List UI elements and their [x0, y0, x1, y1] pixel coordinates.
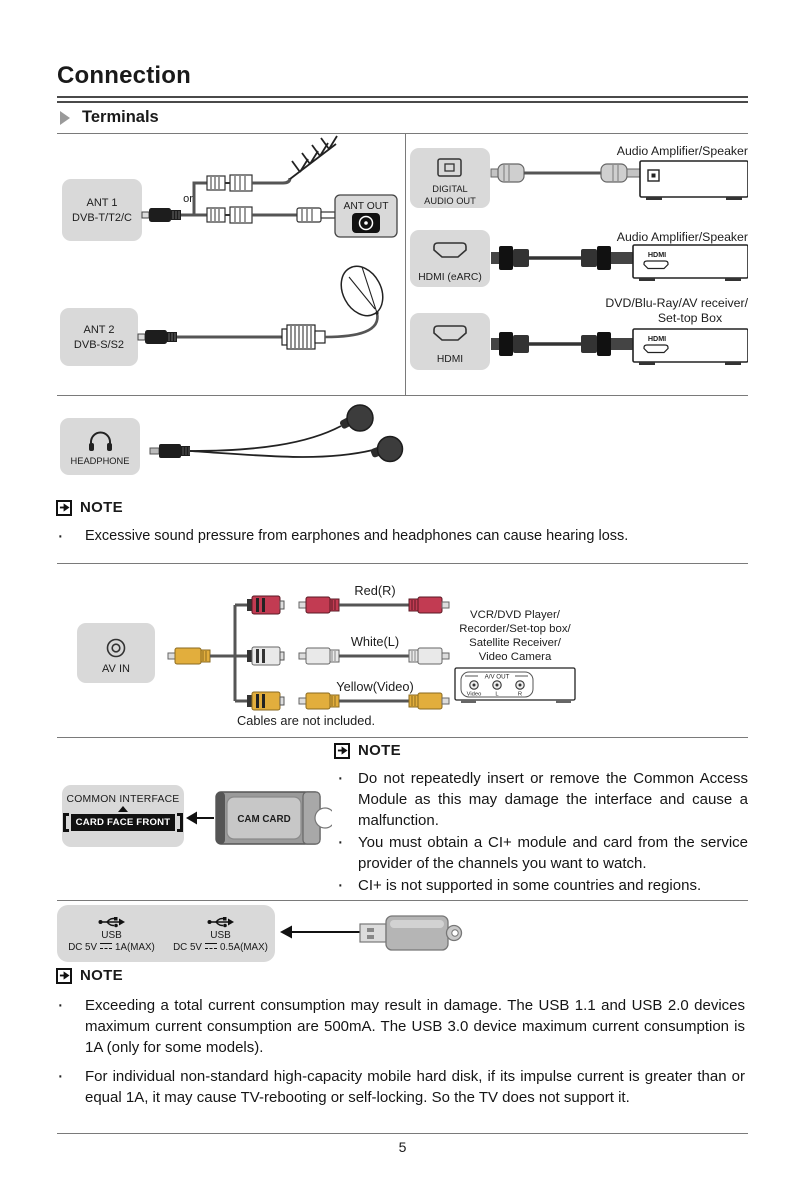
vcr-device — [455, 668, 575, 703]
jack-label-video: Video — [466, 691, 482, 698]
section-divider — [57, 737, 748, 738]
headphone-illustration — [57, 400, 427, 488]
cam-card-label: CAM CARD — [237, 814, 291, 825]
digital-audio-out-port-box — [410, 148, 490, 208]
note-bullet — [57, 1066, 745, 1108]
note-title: NOTE — [358, 742, 401, 759]
audio-amplifier-device-1 — [640, 161, 748, 200]
rca-plug-red-icon — [409, 597, 449, 613]
ant1-label-line1: ANT 1 — [86, 197, 118, 209]
bullet-text: For individual non-standard high-capacity mobile hard disk, if its impulse current is greater than or equal 1A, it may cause TV-rebooting or self-locking. So the TV does not support it. — [85, 1068, 745, 1106]
note-bullet — [57, 526, 737, 547]
usb-spec-suffix: 0.5A(MAX) — [219, 941, 268, 953]
bullet-text: Exceeding a total current consumption may result in damage. The USB 1.1 and USB 2.0 devices maximum current consumption are 500mA. The USB 3.0 device maximum current consumption is 1A (only for some models). — [85, 997, 745, 1056]
usb-spec-suffix: 1A(MAX) — [115, 941, 155, 953]
headphone-label: HEADPHONE — [70, 456, 130, 466]
usb-spec-prefix: DC 5V — [173, 941, 202, 953]
cam-card-module — [214, 789, 332, 847]
dvd-settop-device — [633, 329, 748, 365]
coax-connector-pair-upper-icon — [207, 175, 252, 191]
cable-branch — [194, 183, 207, 215]
ant2-label-line1: ANT 2 — [83, 324, 115, 336]
hdmi-port-box — [410, 313, 490, 370]
audio-plug-icon — [150, 444, 190, 458]
note-bullet — [337, 875, 748, 896]
jack-label-l: L — [495, 691, 499, 698]
audio-amplifier-device-2 — [633, 245, 748, 281]
earbud-icon — [339, 405, 373, 431]
bullet-dot: · — [337, 831, 344, 853]
ant2-port-box — [60, 308, 138, 366]
usb-spec-prefix: DC 5V — [68, 941, 98, 953]
ant-out-box — [335, 195, 397, 237]
usb-icon — [207, 915, 234, 929]
ant1-label-line2: DVB-T/T2/C — [72, 212, 132, 224]
device-label-audio-amp-2: Audio Amplifier/Speaker — [616, 230, 748, 244]
rca-jack-white-icon — [247, 647, 284, 665]
usb-flash-drive — [358, 907, 468, 959]
vcr-label-line3: Satellite Receiver/ — [469, 637, 561, 649]
title-divider — [57, 96, 748, 103]
bullet-dot: · — [57, 994, 64, 1016]
coax-connector-pair-lower-icon — [207, 207, 252, 223]
aerial-antenna-icon — [290, 136, 337, 179]
bullet-dot: · — [337, 874, 344, 896]
av-in-illustration — [57, 568, 748, 735]
vcr-label-line4: Video Camera — [478, 651, 552, 663]
earphone-cable — [190, 426, 341, 451]
usb-label: USB — [210, 929, 231, 941]
note-title: NOTE — [80, 499, 123, 516]
device-hdmi-port-label: HDMI — [647, 250, 667, 259]
earbud-icon — [370, 437, 402, 462]
av-terminals-illustration — [405, 133, 748, 395]
av-in-port-box — [77, 623, 155, 683]
bullet-text: Do not repeatedly insert or remove the Common Access Module as this may damage the interface and cause a malfunction. — [358, 770, 748, 829]
white-cable-label: White(L) — [350, 634, 400, 649]
usb-port-1 — [57, 915, 166, 953]
section-divider — [57, 900, 748, 901]
usb-port-2 — [166, 915, 275, 953]
lnb-connector-icon — [282, 325, 325, 349]
card-direction-arrow-icon — [118, 806, 128, 812]
page-number: 5 — [398, 1139, 407, 1155]
ant2-label-line2: DVB-S/S2 — [73, 339, 125, 351]
section-arrow-icon — [60, 111, 70, 125]
vcr-label-line1: VCR/DVD Player/ — [470, 609, 560, 621]
insert-direction-arrow-icon — [186, 810, 214, 826]
common-interface-label: COMMON INTERFACE — [66, 794, 180, 805]
note-icon — [334, 743, 350, 759]
device-label-audio-amp-1: Audio Amplifier/Speaker — [616, 144, 748, 158]
note-bullet — [57, 995, 745, 1058]
footer-divider — [57, 1133, 748, 1134]
note-header — [56, 499, 123, 516]
dao-label-line1: DIGITAL — [432, 184, 468, 194]
coax-plug-icon — [297, 208, 335, 222]
rca-plug-white-icon — [299, 648, 339, 664]
note-title: NOTE — [80, 967, 123, 984]
av-out-group-label: A/V OUT — [484, 673, 510, 681]
bullet-text: CI+ is not supported in some countries and regions. — [358, 877, 702, 894]
section-header-terminals — [60, 108, 159, 127]
common-interface-box — [62, 785, 184, 847]
coax-socket-icon — [352, 213, 380, 233]
red-cable-label: Red(R) — [354, 583, 396, 598]
or-label: or — [183, 193, 193, 205]
note-bullet — [337, 768, 748, 831]
hdmi-label: HDMI — [436, 354, 464, 365]
page-title: Connection — [57, 62, 191, 89]
dao-label-line2: AUDIO OUT — [424, 196, 476, 206]
bullet-dot: · — [57, 525, 64, 547]
section-title: Terminals — [82, 108, 159, 126]
note-icon — [56, 968, 72, 984]
bracket-icon — [177, 813, 183, 832]
ant-out-label: ANT OUT — [343, 201, 389, 212]
usb-ports-box — [57, 905, 275, 962]
usb-label: USB — [101, 929, 122, 941]
note-header — [334, 742, 401, 759]
optical-cable-icon — [491, 164, 640, 182]
dc-symbol-icon — [100, 943, 112, 949]
note-header — [56, 967, 123, 984]
av-in-label: AV IN — [102, 663, 130, 675]
vcr-label-line2: Recorder/Set-top box/ — [459, 623, 571, 635]
ant1-port-box — [62, 179, 142, 241]
rca-plug-white-icon — [409, 648, 449, 664]
device-label-dvd-line2: Set-top Box — [657, 311, 723, 325]
bullet-text: Excessive sound pressure from earphones and headphones can cause hearing loss. — [85, 528, 629, 544]
rf-plug-icon — [138, 330, 177, 344]
hdmi-earc-port-box — [410, 230, 490, 287]
bullet-dot: · — [57, 1065, 64, 1087]
rca-plug-yellow-icon — [299, 693, 339, 709]
hdmi-cable-icon — [491, 332, 633, 356]
note-bullet — [337, 832, 748, 874]
rca-plug-yellow-icon — [409, 693, 449, 709]
device-hdmi-port-label: HDMI — [647, 334, 667, 343]
terminals-frame-bottom — [57, 395, 748, 396]
usb-direction-arrow-icon — [280, 924, 360, 940]
section-divider — [57, 563, 748, 564]
dc-symbol-icon — [205, 943, 217, 949]
jack-label-r: R — [517, 691, 523, 698]
rca-plug-red-icon — [299, 597, 339, 613]
satellite-dish-icon — [333, 259, 391, 323]
headphone-port-box — [60, 418, 140, 475]
bullet-text: You must obtain a CI+ module and card from the service provider of the channels you want to watch. — [358, 834, 748, 872]
rca-jack-red-icon — [247, 596, 284, 614]
card-face-front-label: CARD FACE FRONT — [71, 814, 176, 831]
device-label-dvd-line1: DVD/Blu-Ray/AV receiver/ — [605, 296, 748, 310]
rca-plug-yellow-icon — [168, 648, 210, 664]
usb-icon — [98, 915, 125, 929]
cables-note: Cables are not included. — [237, 713, 376, 728]
bullet-dot: · — [337, 767, 344, 789]
hdmi-cable-icon — [491, 246, 633, 270]
cable — [325, 313, 377, 337]
note-icon — [56, 500, 72, 516]
yellow-cable-label: Yellow(Video) — [336, 679, 414, 694]
hdmi-earc-label: HDMI (eARC) — [418, 272, 482, 283]
bracket-icon — [63, 813, 69, 832]
rca-jack-yellow-icon — [247, 692, 284, 710]
antenna-terminals-illustration — [57, 133, 405, 395]
cable-junction — [210, 605, 247, 701]
rf-plug-icon — [142, 208, 181, 222]
cable — [252, 178, 290, 183]
